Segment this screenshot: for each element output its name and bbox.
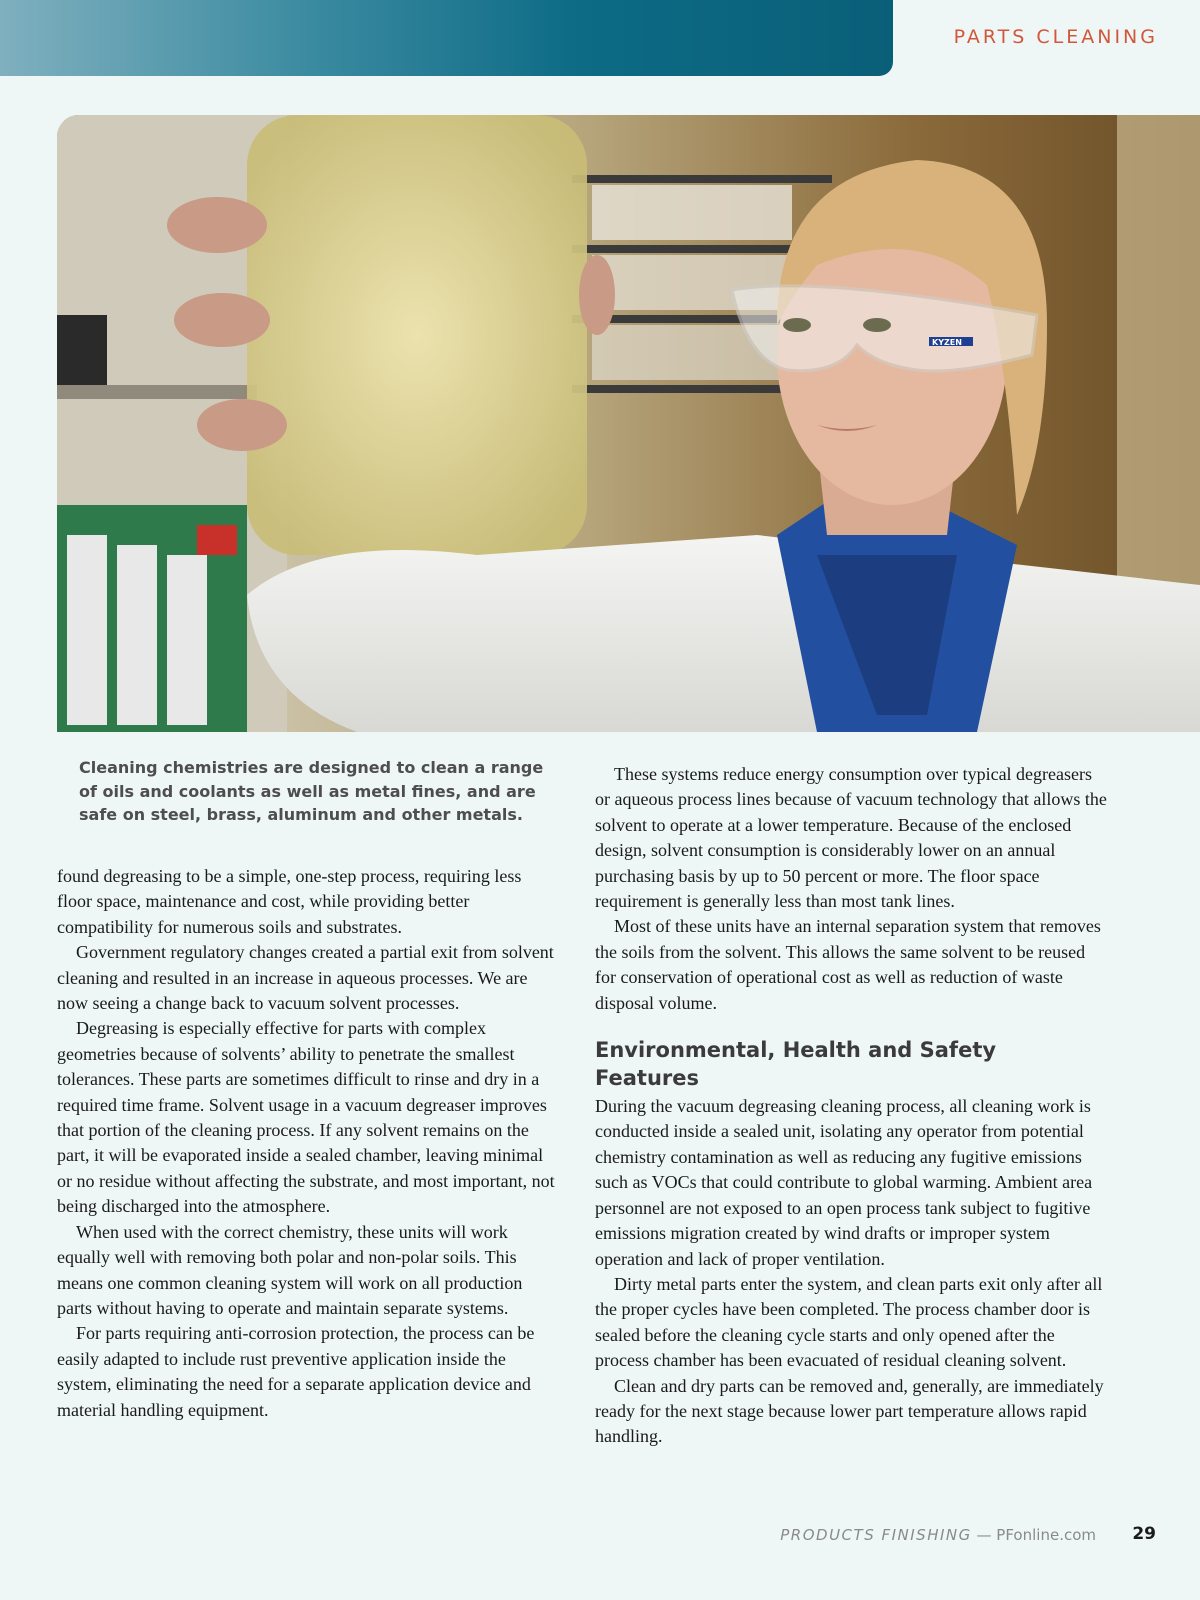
body-paragraph: found degreasing to be a simple, one-step process, requiring less floor space, maintenance and cost, while providing better compatibility for numerous soils and substrates.: [57, 866, 522, 937]
article-photo: [57, 115, 1200, 732]
body-paragraph: Clean and dry parts can be removed and, generally, are immediately ready for the next stage because lower part temperature allows rapid handling.: [595, 1375, 1104, 1447]
section-label: PARTS CLEANING: [953, 26, 1158, 48]
article-right-column: [595, 762, 1107, 1450]
body-paragraph: Government regulatory changes created a partial exit from solvent cleaning and resulted in an increase in aqueous processes. We are now seeing a change back to vacuum solvent processes.: [57, 942, 554, 1014]
body-paragraph: When used with the correct chemistry, these units will work equally well with removing both polar and non-polar soils. This means one common cleaning system will work on all production parts without having to operate and maintain separate systems.: [57, 1221, 523, 1318]
page-footer: [780, 1526, 1096, 1544]
body-paragraph: Degreasing is especially effective for parts with complex geometries because of solvents’ ability to penetrate the smallest tolerances. These parts are sometimes difficult to rinse and dry in a required time frame. Solvent usage in a vacuum degreaser improves that portion of the cleaning process. If any solvent remains on the part, it will be evaporated inside a sealed chamber, leaving minimal or no residue without affecting the substrate, and most important, not being discharged into the atmosphere.: [57, 1018, 555, 1217]
lab-technician-photo-icon: [57, 115, 1200, 732]
svg-text:KYZEN: KYZEN: [932, 338, 962, 347]
photo-caption: Cleaning chemistries are designed to clean a range of oils and coolants as well as metal fines, and are safe on steel, brass, aluminum and other metals.: [79, 758, 544, 824]
section-subheading: Environmental, Health and Safety Features: [595, 1038, 997, 1091]
page-number: 29: [1132, 1524, 1156, 1544]
body-paragraph: These systems reduce energy consumption over typical degreasers or aqueous process lines because of vacuum technology that allows the solvent to operate at a lower temperature. Because of the enclosed design, solvent consumption is considerably lower on an annual purchasing basis by up to 50 percent or more. The floor space requirement is generally less than most tank lines.: [595, 764, 1107, 912]
body-paragraph: For parts requiring anti-corrosion protection, the process can be easily adapted to include rust preventive application inside the system, eliminating the need for a separate application device and material handling equipment.: [57, 1323, 535, 1420]
article-left-column: [57, 864, 557, 1423]
body-paragraph: During the vacuum degreasing cleaning process, all cleaning work is conducted inside a sealed unit, isolating any operator from potential chemistry contamination as well as reducing any fugitive emissions such as VOCs that could contribute to global warming. Ambient area personnel are not exposed to an open process tank subject to fugitive emissions migration created by wind drafts or improper system operation and lack of proper ventilation.: [595, 1096, 1093, 1269]
publication-name: PRODUCTS FINISHING: [780, 1526, 972, 1544]
header-band: [0, 0, 893, 76]
publication-site: PFonline.com: [996, 1526, 1096, 1544]
body-paragraph: Most of these units have an internal separation system that removes the soils from the solvent. This allows the same solvent to be reused for conservation of operational cost as well as reduction of waste disposal volume.: [595, 916, 1101, 1013]
body-paragraph: Dirty metal parts enter the system, and clean parts exit only after all the proper cycles have been completed. The process chamber door is sealed before the cleaning cycle starts and only opened after the process chamber has been evacuated of residual cleaning solvent.: [595, 1273, 1103, 1371]
footer-separator: —: [971, 1526, 997, 1544]
